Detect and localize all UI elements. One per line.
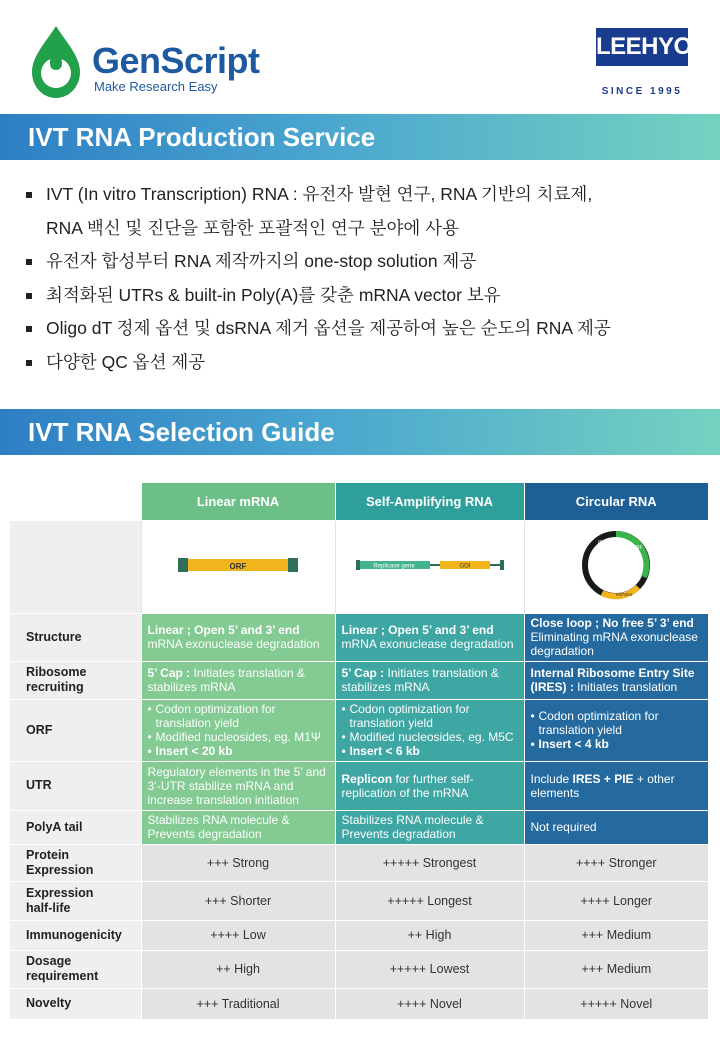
table-row-ribosome — [10, 661, 708, 699]
circular-rna-diagram — [524, 520, 708, 613]
table-row-protein-expression — [10, 844, 708, 881]
bullet-item: 최적화된 UTRs & built-in Poly(A)를 갖춘 mRNA vector 보유 — [24, 279, 704, 313]
table-row-utr — [10, 761, 708, 810]
cell-rating: +++ Medium — [524, 950, 708, 988]
cell-orf-linear: • Codon optimization for translation yield • Modified nucleosides, eg. M1Ψ • Insert < 20 kb — [141, 699, 335, 761]
bullet-item: Oligo dT 정제 옵션 및 dsRNA 제거 옵션을 제공하여 높은 순도의 RNA 제공 — [24, 312, 704, 346]
circ-moves-label: MOVES — [616, 592, 633, 597]
leehyo-since: SINCE 1995 — [601, 86, 683, 97]
cell-rating: +++ Shorter — [141, 881, 335, 920]
section-title-selection: IVT RNA Selection Guide — [28, 417, 335, 447]
cell-rating: ++++ Low — [141, 920, 335, 950]
circ-ires-label: IRES — [598, 540, 610, 546]
service-bullet-list — [24, 178, 704, 379]
cell-ribosome-circular: Internal Ribosome Entry Site (IRES) : Initiates translation — [524, 661, 708, 699]
row-label-protein-expression: Protein Expression — [10, 844, 141, 881]
diagram-row-label — [10, 520, 141, 613]
cell-ribosome-sa: 5’ Cap : Initiates translation & stabilizes mRNA — [335, 661, 524, 699]
cell-rating: +++++ Strongest — [335, 844, 524, 881]
cell-polya-circular: Not required — [524, 810, 708, 844]
genscript-drop-icon — [28, 24, 84, 100]
cell-rating: +++++ Longest — [335, 881, 524, 920]
selection-guide-table — [10, 483, 708, 1020]
cell-structure-linear: Linear ; Open 5’ and 3’ end mRNA exonuclease degradation — [141, 613, 335, 661]
cell-orf-sa: • Codon optimization for translation yield • Modified nucleosides, eg. M5C • Insert < 6 kb — [335, 699, 524, 761]
table-row-immunogenicity — [10, 920, 708, 950]
cell-structure-circular: Close loop ; No free 5’ 3’ end Eliminating mRNA exonuclease degradation — [524, 613, 708, 661]
table-row-expression-half-life — [10, 881, 708, 920]
column-header-linear: Linear mRNA — [141, 483, 335, 520]
cell-rating: +++ Strong — [141, 844, 335, 881]
row-label-expression-half-life: Expression half-life — [10, 881, 141, 920]
row-label-orf: ORF — [10, 699, 141, 761]
sa-replicase-label: Replicase gene — [372, 563, 415, 570]
bullet-item-continued: RNA 백신 및 진단을 포함한 포괄적인 연구 분야에 사용 — [46, 217, 459, 238]
sa-goi-label: GOI — [458, 563, 471, 570]
circular-rna-graphic — [578, 527, 654, 603]
cell-ribosome-linear: 5’ Cap : Initiates translation & stabilizes mRNA — [141, 661, 335, 699]
column-header-circular: Circular RNA — [524, 483, 708, 520]
row-label-polya: PolyA tail — [10, 810, 141, 844]
cell-rating: +++ Medium — [524, 920, 708, 950]
table-row-diagrams — [10, 520, 708, 613]
sa-rna-graphic — [356, 555, 504, 575]
linear-mrna-graphic — [178, 555, 298, 575]
table-row-polya — [10, 810, 708, 844]
linear-mrna-diagram — [141, 520, 335, 613]
row-label-dosage: Dosage requirement — [10, 950, 141, 988]
cell-utr-sa: Replicon for further self-replication of the mRNA — [335, 761, 524, 810]
row-label-utr: UTR — [10, 761, 141, 810]
circ-orf-label: ORF — [632, 545, 643, 551]
cell-utr-circular: Include IRES + PIE + other elements — [524, 761, 708, 810]
cell-utr-linear: Regulatory elements in the 5’ and 3’-UTR stabilize mRNA and increase translation initiation — [141, 761, 335, 810]
bullet-item: 유전자 합성부터 RNA 제작까지의 one-stop solution 제공 — [24, 245, 704, 279]
table-row-novelty — [10, 988, 708, 1019]
bullet-item: 다양한 QC 옵션 제공 — [24, 346, 704, 380]
cell-rating: ++++ Longer — [524, 881, 708, 920]
row-label-structure: Structure — [10, 613, 141, 661]
table-row-structure — [10, 613, 708, 661]
cell-rating: +++++ Lowest — [335, 950, 524, 988]
leehyo-name: LEEHYO — [596, 28, 688, 66]
linear-orf-label: ORF — [229, 562, 247, 571]
section-bar-production — [0, 114, 720, 160]
section-bar-selection — [0, 409, 720, 455]
cell-rating: +++++ Novel — [524, 988, 708, 1019]
bullet-item: IVT (In vitro Transcription) RNA : 유전자 발현 연구, RNA 기반의 치료제, — [24, 178, 704, 212]
row-label-immunogenicity: Immunogenicity — [10, 920, 141, 950]
cell-orf-circular: • Codon optimization for translation yield • Insert < 4 kb — [524, 699, 708, 761]
cell-structure-sa: Linear ; Open 5’ and 3’ end mRNA exonuclease degradation — [335, 613, 524, 661]
genscript-logo — [28, 24, 288, 100]
cell-rating: ++ High — [335, 920, 524, 950]
genscript-tagline: Make Research Easy — [94, 79, 218, 94]
cell-rating: +++ Traditional — [141, 988, 335, 1019]
cell-rating: ++ High — [141, 950, 335, 988]
row-label-novelty: Novelty — [10, 988, 141, 1019]
row-label-ribosome: Ribosome recruiting — [10, 661, 141, 699]
sa-rna-diagram — [335, 520, 524, 613]
cell-rating: ++++ Novel — [335, 988, 524, 1019]
table-row-dosage — [10, 950, 708, 988]
leehyo-logo — [596, 28, 692, 102]
table-row-orf — [10, 699, 708, 761]
cell-polya-linear: Stabilizes RNA molecule & Prevents degradation — [141, 810, 335, 844]
table-header-row — [10, 483, 708, 520]
table-corner — [10, 483, 141, 520]
section-title-production: IVT RNA Production Service — [28, 122, 376, 152]
genscript-name: GenScript — [92, 40, 260, 81]
column-header-sa: Self-Amplifying RNA — [335, 483, 524, 520]
cell-polya-sa: Stabilizes RNA molecule & Prevents degradation — [335, 810, 524, 844]
cell-rating: ++++ Stronger — [524, 844, 708, 881]
